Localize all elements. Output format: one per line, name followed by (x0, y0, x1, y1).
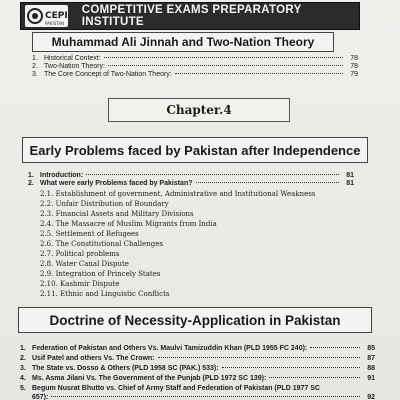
toc-entry-page: 79 (350, 71, 358, 78)
toc-entry-number: 3. (20, 365, 26, 372)
toc-entry (20, 355, 375, 362)
toc-entry-label: 657): (32, 394, 49, 400)
toc-entry-page: 85 (367, 345, 375, 352)
toc-subitem: 2.5. Settlement of Refugees (40, 230, 139, 238)
leader-dots (108, 65, 343, 66)
toc-entry-label: Two-Nation Theory: (44, 63, 105, 70)
toc-entry-number: 1. (28, 172, 34, 179)
toc-entry-page: 87 (367, 355, 375, 362)
leader-dots (175, 73, 343, 74)
leader-dots (269, 377, 360, 378)
leader-dots (104, 57, 343, 58)
toc-entry (32, 55, 358, 62)
toc-entry (28, 180, 354, 187)
toc-entry-label: What were early Problems faced by Pakistan? (40, 180, 193, 187)
toc-entry-continuation (32, 394, 375, 400)
leader-dots (51, 396, 360, 397)
toc-subitem: 2.3. Financial Assets and Military Divisions (40, 210, 194, 218)
toc-entry-page: 81 (346, 180, 354, 187)
toc-entry-label: Ms. Asma Jilani Vs. The Government of the Punjab (PLD 1972 SC 139): (32, 375, 267, 382)
toc-entry (32, 63, 358, 70)
logo-subtext: PAKISTAN (45, 21, 65, 26)
leader-dots (310, 347, 360, 348)
leader-dots (158, 357, 360, 358)
toc-entry-number: 1. (20, 345, 26, 352)
toc-entry-label: Usif Patel and others Vs. The Crown: (32, 355, 155, 362)
toc-subitem: 2.11. Ethnic and Linguistic Conflicts (40, 290, 170, 298)
toc-entry-label: Federation of Pakistan and Others Vs. Maulvi Tamizuddin Khan (PLD 1955 FC 240): (32, 345, 308, 352)
chapter-heading (108, 98, 290, 122)
section-title-early-problems: Early Problems faced by Pakistan after Independence (22, 137, 368, 163)
institute-logo (25, 5, 68, 27)
toc-entry (32, 71, 358, 78)
toc-entry-label: Historical Context: (44, 55, 101, 62)
toc-entry-page: 78 (350, 63, 358, 70)
toc-subitem: 2.1. Establishment of government, Administrative and Institutional Weakness (40, 190, 316, 198)
logo-text: CEPI (45, 11, 68, 21)
logo-emblem-icon (27, 8, 43, 24)
leader-dots (196, 182, 339, 183)
toc-subitem: 2.7. Political problems (40, 250, 120, 258)
leader-dots (86, 174, 339, 175)
toc-subitem: 2.9. Integration of Princely States (40, 270, 161, 278)
toc-entry (20, 385, 375, 392)
section-title-doctrine: Doctrine of Necessity-Application in Pakistan (18, 307, 372, 333)
toc-entry (20, 345, 375, 352)
institute-header (20, 2, 360, 30)
toc-entry (20, 375, 375, 382)
institute-title: COMPETITIVE EXAMS PREPARATORY INSTITUTE (81, 4, 302, 28)
toc-entry-number: 3. (32, 71, 38, 78)
toc-entry-number: 2. (28, 180, 34, 187)
toc-entry-label: Introduction: (40, 172, 84, 179)
section-title-jinnah: Muhammad Ali Jinnah and Two-Nation Theory (32, 32, 334, 52)
toc-entry-page: 92 (367, 394, 375, 400)
toc-entry-page: 88 (367, 365, 375, 372)
toc-entry-page: 91 (367, 375, 375, 382)
toc-entry-number: 1. (32, 55, 38, 62)
toc-entry-number: 2. (20, 355, 26, 362)
toc-subitem: 2.8. Water Canal Dispute (40, 260, 129, 268)
toc-entry-label: Begum Nusrat Bhutto vs. Chief of Army Staff and Federation of Pakistan (PLD 1977 SC (32, 385, 320, 392)
toc-entry-number: 2. (32, 63, 38, 70)
toc-entry-number: 4. (20, 375, 26, 382)
toc-entry-number: 5. (20, 385, 26, 392)
toc-entry-label: The State vs. Dosso & Others (PLD 1958 SC (PAK.) 533): (32, 365, 219, 372)
toc-subitem: 2.6. The Constitutional Challenges (40, 240, 163, 248)
chapter-label: Chapter.4 (166, 103, 232, 117)
toc-entry (28, 172, 354, 179)
toc-subitem: 2.2. Unfair Distribution of Boundary (40, 200, 169, 208)
toc-subitem: 2.10. Kashmir Dispute (40, 280, 120, 288)
toc-entry-page: 81 (346, 172, 354, 179)
toc-subitem: 2.4. The Massacre of Muslim Migrants from India (40, 220, 217, 228)
toc-entry-page: 78 (350, 55, 358, 62)
leader-dots (222, 367, 360, 368)
toc-entry (20, 365, 375, 372)
toc-entry-label: The Core Concept of Two-Nation Theory: (44, 71, 172, 78)
